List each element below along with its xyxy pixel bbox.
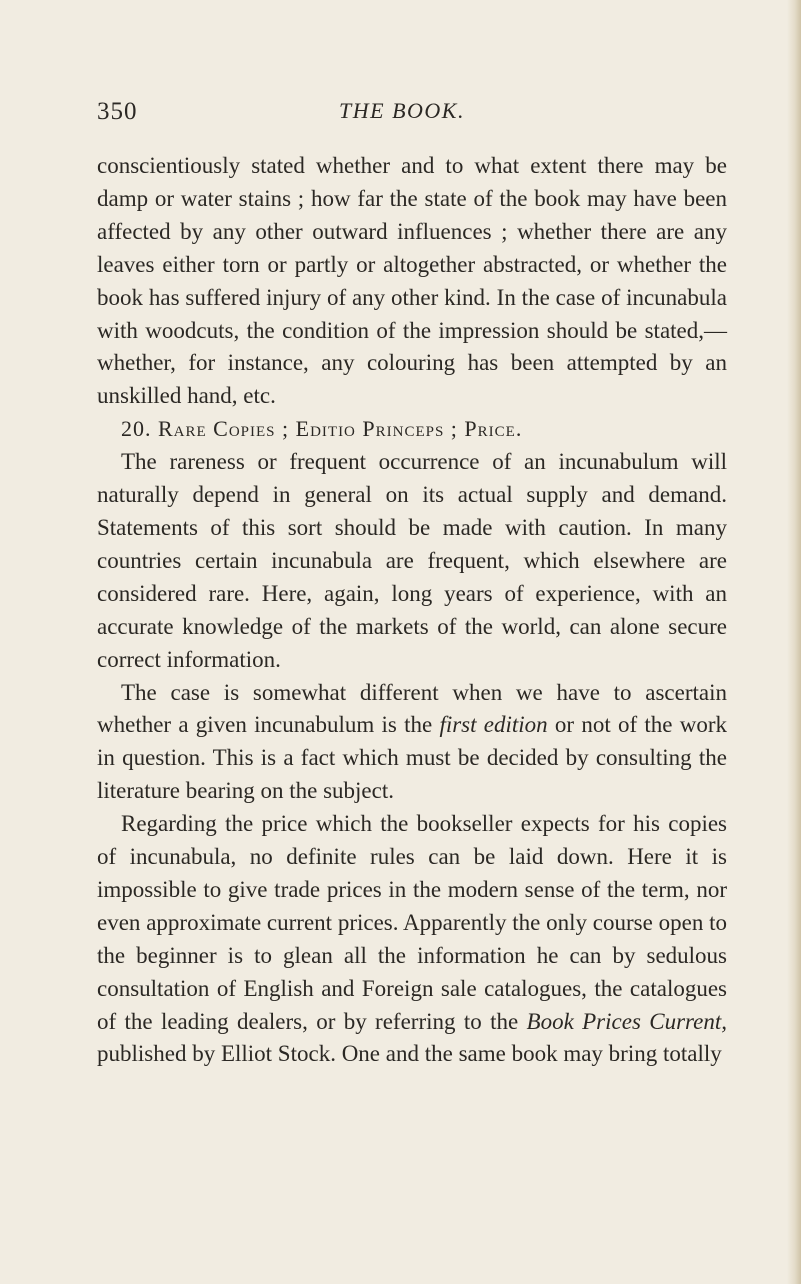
paragraph-price <box>97 808 727 1071</box>
emphasis-first-edition: first edition <box>439 712 548 738</box>
paragraph-first-edition-text-a: The case is somewhat different when we have to ascertain whether a given incunabulum is the <box>97 679 727 738</box>
body-text <box>97 150 727 1071</box>
page-edge-shadow <box>787 0 801 1284</box>
paragraph-condition: conscientiously stated whether and to what extent there may be damp or water stains ; how far the state of the book may have been affected by any other outward influences ; whether there are any leaves either torn or partly or altogether abstracted, or whether the book has suffered injury of any other kind. In the case of incunabula with woodcuts, the condition of the impression should be stated,—whether, for instance, any colouring has been attempted by an unskilled hand, etc. <box>97 153 727 409</box>
paragraph-rareness: The rareness or frequent occurrence of an incunabulum will naturally depend in general on its actual supply and demand. Statements of this sort should be made with caution. In many countries certain incunabula are frequent, which elsewhere are considered rare. Here, again, long years of experience, with an accurate knowledge of the markets of the world, can alone secure correct information. <box>97 449 727 672</box>
page-header <box>97 98 707 138</box>
page-number: 350 <box>97 98 138 125</box>
emphasis-book-prices-current: Book Prices Current, <box>526 1008 727 1034</box>
paragraph-price-text-a: Regarding the price which the bookseller expects for his copies of incunabula, no definite rules can be laid down. Here it is impossible to give trade prices in the modern sense of the term, nor even approximate current prices. Apparently the only course open to the beginner is to glean all the information he can by sedulous consultation of English and Foreign sale catalogues, the catalogues of the leading dealers, or by referring to the <box>97 811 727 1034</box>
paragraph-first-edition-text-b: or not of the work in question. This is a fact which must be decided by consulting the literature bearing on the subject. <box>97 712 728 804</box>
running-title: THE BOOK. <box>339 98 465 123</box>
section-heading: 20. Rare Copies ; Editio Princeps ; Price. <box>121 416 523 442</box>
paragraph-price-text-b: published by Elliot Stock. One and the same book may bring totally <box>97 1041 722 1067</box>
paragraph-first-edition <box>97 677 727 809</box>
